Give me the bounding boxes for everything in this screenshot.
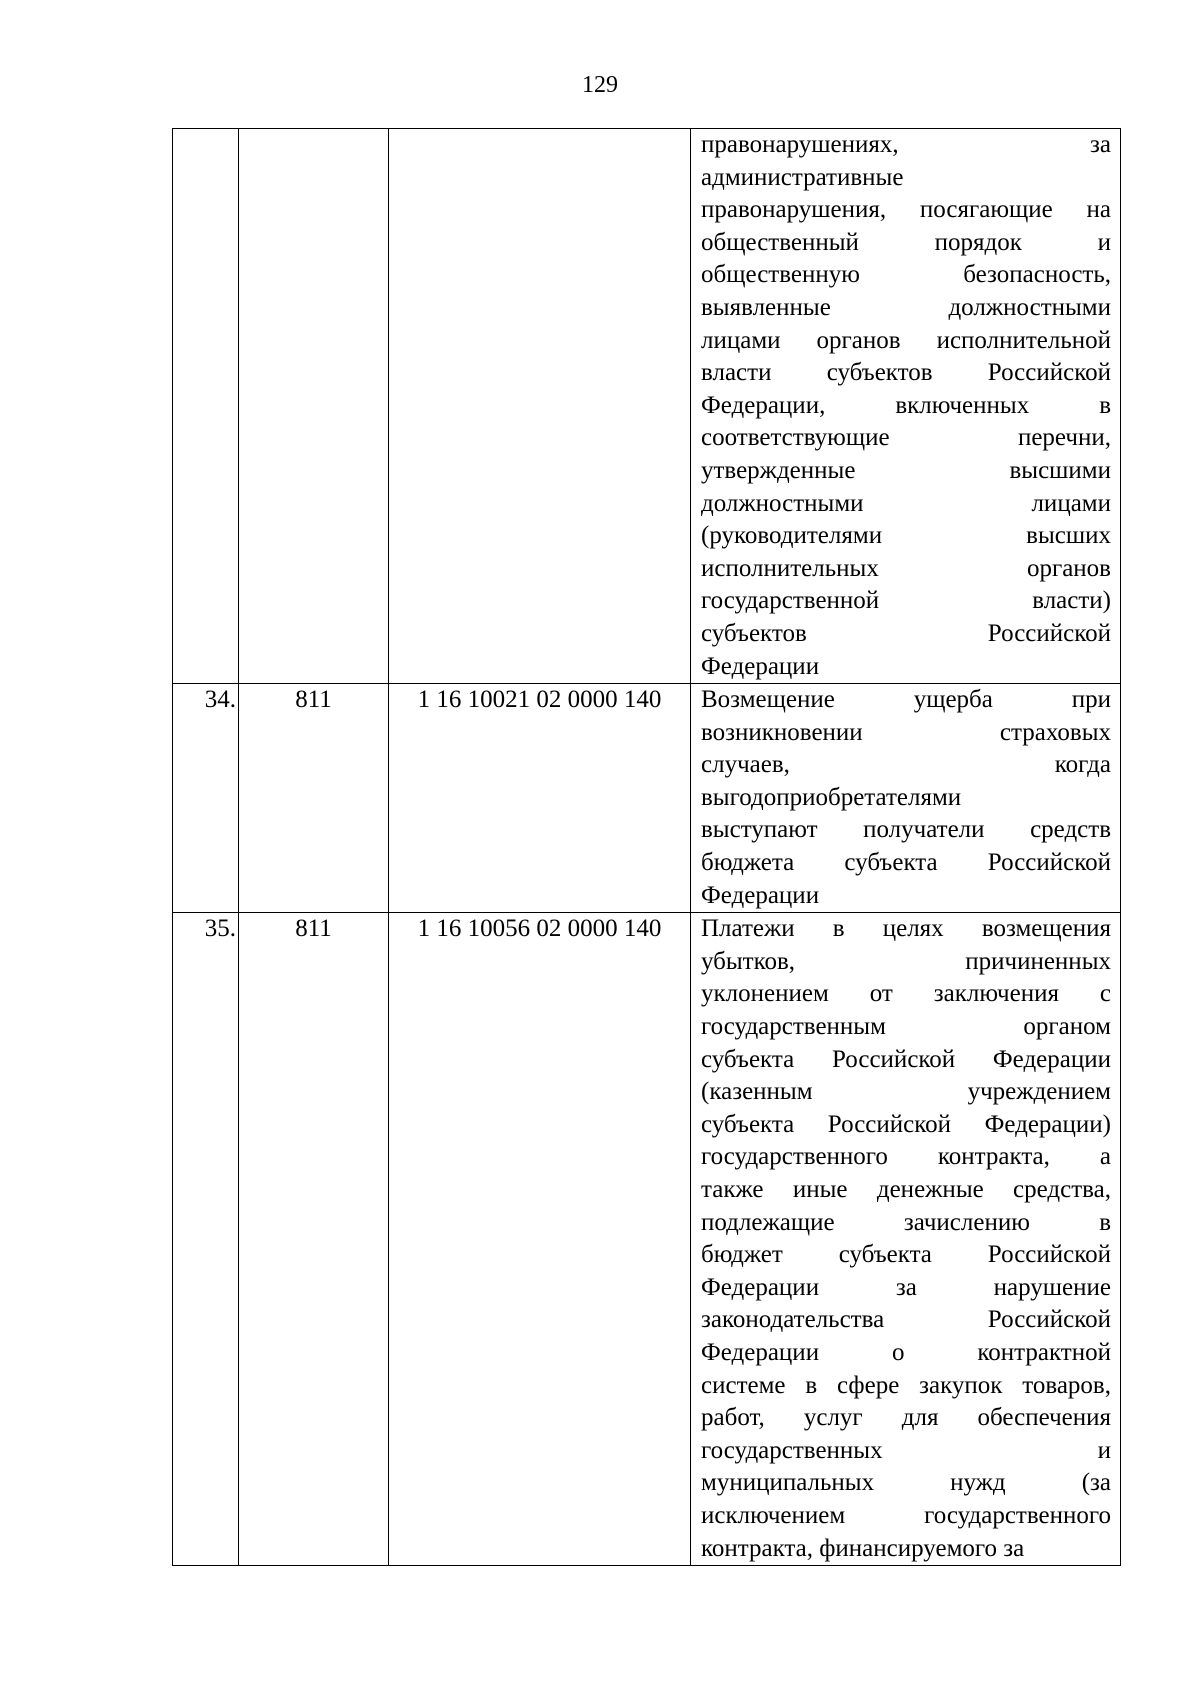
description-line: Федерации за нарушение <box>701 1273 1111 1301</box>
description-line: возникновении страховых <box>701 718 1111 746</box>
row-description <box>691 913 1121 1566</box>
admin-code: 811 <box>239 913 389 1566</box>
description-line: государственной власти) <box>701 587 1111 615</box>
description-line: подлежащие зачислению в <box>701 1208 1111 1236</box>
description-line: убытков, причиненных <box>701 947 1111 975</box>
description-line: правонарушениях, за <box>701 131 1111 158</box>
description-line: уклонением от заключения с <box>701 980 1111 1008</box>
kbk-code: 1 16 10021 02 0000 140 <box>389 684 691 913</box>
description-line: должностными лицами <box>701 489 1111 517</box>
description-line: общественную безопасность, <box>701 261 1111 289</box>
description-line: государственным органом <box>701 1013 1111 1041</box>
description-line: субъекта Российской Федерации) <box>701 1110 1111 1138</box>
description-line: контракта, финансируемого за <box>701 1534 1025 1562</box>
description-line: законодательства Российской <box>701 1306 1111 1334</box>
description-line: государственных и <box>701 1436 1111 1464</box>
description-line: утвержденные высшими <box>701 456 1111 484</box>
description-line: системе в сфере закупок товаров, <box>701 1371 1111 1399</box>
description-line: также иные денежные средства, <box>701 1176 1111 1203</box>
row-description <box>691 129 1121 684</box>
admin-code <box>239 129 389 684</box>
description-line: Возмещение ущерба при <box>701 686 1111 714</box>
table-row <box>173 129 1121 684</box>
row-number: 34. <box>173 684 239 913</box>
description-line: власти субъектов Российской <box>701 359 1111 387</box>
description-line: Федерации <box>701 652 820 680</box>
table-row <box>173 913 1121 1566</box>
description-line: административные <box>701 163 904 191</box>
description-line: соответствующие перечни, <box>701 424 1111 452</box>
description-line: исключением государственного <box>701 1501 1111 1529</box>
description-line: выявленные должностными <box>701 293 1111 321</box>
description-line: муниципальных нужд (за <box>701 1469 1111 1497</box>
row-description <box>691 684 1121 913</box>
description-line: выступают получатели средств <box>701 816 1111 844</box>
description-line: Федерации, включенных в <box>701 391 1111 419</box>
table-row <box>173 684 1121 913</box>
kbk-code <box>389 129 691 684</box>
description-line: работ, услуг для обеспечения <box>701 1404 1111 1432</box>
description-line: субъектов Российской <box>701 619 1111 647</box>
description-line: бюджета субъекта Российской <box>701 849 1111 877</box>
description-line: лицами органов исполнительной <box>701 326 1111 354</box>
description-line: Федерации <box>701 881 820 909</box>
description-line: бюджет субъекта Российской <box>701 1241 1111 1269</box>
description-line: Платежи в целях возмещения <box>701 915 1111 943</box>
description-line: случаев, когда <box>701 751 1111 779</box>
description-line: исполнительных органов <box>701 554 1111 582</box>
description-line: субъекта Российской Федерации <box>701 1045 1111 1073</box>
description-line: правонарушения, посягающие на <box>701 196 1111 224</box>
page-number: 129 <box>582 72 618 98</box>
admin-code: 811 <box>239 684 389 913</box>
description-line: Федерации о контрактной <box>701 1338 1111 1366</box>
description-line: (казенным учреждением <box>701 1078 1111 1106</box>
table-body <box>173 129 1121 1566</box>
description-line: общественный порядок и <box>701 228 1111 256</box>
description-line: государственного контракта, а <box>701 1143 1111 1171</box>
row-number: 35. <box>173 913 239 1566</box>
row-number <box>173 129 239 684</box>
description-line: выгодоприобретателями <box>701 783 962 811</box>
budget-revenue-table <box>172 128 1121 1566</box>
description-line: (руководителями высших <box>701 522 1111 550</box>
kbk-code: 1 16 10056 02 0000 140 <box>389 913 691 1566</box>
